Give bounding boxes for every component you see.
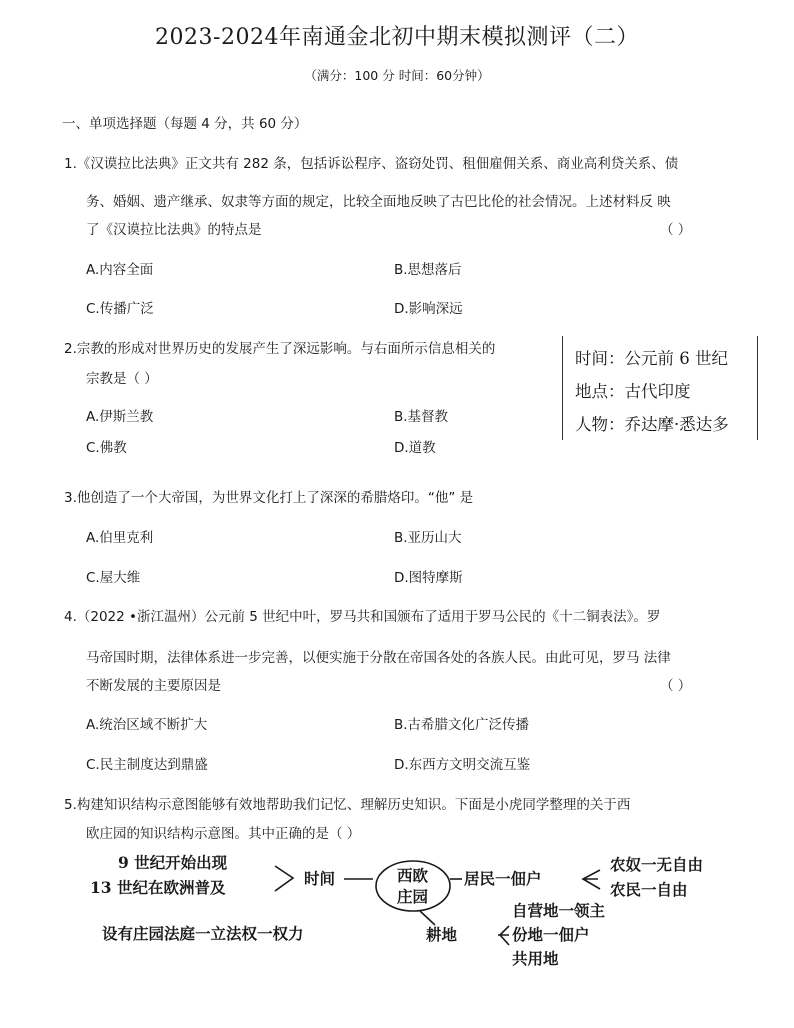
q1-stem-line1: 1.《汉谟拉比法典》正文共有 282 条，包括诉讼程序、盗窃处罚、租佃雇佣关系、商业高利贷关系、债 bbox=[64, 156, 679, 172]
bracket-residents bbox=[583, 870, 600, 889]
q5-stem-line2: 欧庄园的知识结构示意图。其中正确的是（ ） bbox=[86, 826, 361, 842]
info-place: 地点：古代印度 bbox=[575, 382, 691, 401]
q2-option-d: D.道教 bbox=[394, 440, 436, 456]
q2-info-box bbox=[562, 336, 758, 440]
q3-option-b: B.亚历山大 bbox=[394, 530, 462, 546]
q4-answer-blank: （ ） bbox=[660, 678, 692, 694]
q1-option-c: C.传播广泛 bbox=[86, 301, 154, 317]
q1-option-d: D.影响深远 bbox=[394, 301, 463, 317]
q3-option-a: A.伯里克利 bbox=[86, 530, 154, 546]
bracket-left bbox=[275, 866, 293, 891]
connector-land bbox=[420, 911, 435, 925]
q3-option-d: D.图特摩斯 bbox=[394, 570, 463, 586]
q2-option-c: C.佛教 bbox=[86, 440, 127, 456]
diagram-court: 设有庄园法庭一立法权一权力 bbox=[102, 924, 304, 943]
diagram-center-line1: 西欧 bbox=[397, 866, 429, 885]
info-time: 时间：公元前 6 世纪 bbox=[575, 349, 728, 368]
q1-option-b: B.思想落后 bbox=[394, 262, 462, 278]
exam-info: （满分：100 分 时间：60分钟） bbox=[304, 68, 490, 83]
diagram-center-line2: 庄园 bbox=[397, 887, 429, 906]
diagram-origin-text: 9 世纪开始出现 bbox=[118, 853, 228, 872]
q2-stem-line2: 宗教是（ ） bbox=[86, 371, 158, 387]
page-title: 2023-2024年南通金北初中期末模拟测评（二） bbox=[155, 25, 639, 50]
diagram-common: 共用地 bbox=[512, 949, 559, 968]
q2-option-a: A.伊斯兰教 bbox=[86, 409, 154, 425]
q2-option-b: B.基督教 bbox=[394, 409, 449, 425]
diagram-peasant: 农民一自由 bbox=[610, 880, 688, 899]
q5-stem-line1: 5.构建知识结构示意图能够有效地帮助我们记忆、理解历史知识。下面是小虎同学整理的关于西 bbox=[64, 797, 631, 813]
diagram-demesne: 自营地一领主 bbox=[512, 901, 606, 920]
q1-stem-line2: 务、婚姻、遗产继承、奴隶等方面的规定，比较全面地反映了古巴比伦的社会情况。上述材料反 映 bbox=[86, 194, 671, 210]
q4-option-b: B.古希腊文化广泛传播 bbox=[394, 717, 530, 733]
q4-option-a: A.统治区域不断扩大 bbox=[86, 717, 208, 733]
diagram-time-label: 时间 bbox=[304, 869, 336, 888]
diagram-holding: 份地一佃户 bbox=[512, 925, 590, 944]
diagram-spread-text: 13 世纪在欧洲普及 bbox=[90, 878, 226, 897]
q4-stem-line3: 不断发展的主要原因是 bbox=[86, 678, 221, 694]
diagram-residents: 居民一佃户 bbox=[464, 869, 542, 888]
q2-stem-line1: 2.宗教的形成对世界历史的发展产生了深远影响。与右面所示信息相关的 bbox=[64, 341, 496, 357]
section-heading: 一、单项选择题（每题 4 分，共 60 分） bbox=[62, 116, 308, 132]
q1-stem-line3: 了《汉谟拉比法典》的特点是 bbox=[86, 222, 262, 238]
manor-knowledge-diagram bbox=[80, 848, 760, 973]
info-person: 人物：乔达摩·悉达多 bbox=[575, 415, 729, 434]
q4-option-c: C.民主制度达到鼎盛 bbox=[86, 757, 208, 773]
q3-stem: 3.他创造了一个大帝国，为世界文化打上了深深的希腊烙印。“他” 是 bbox=[64, 490, 474, 506]
q3-option-c: C.屋大维 bbox=[86, 570, 141, 586]
bracket-land bbox=[498, 926, 509, 945]
q4-option-d: D.东西方文明交流互鉴 bbox=[394, 757, 531, 773]
diagram-serf: 农奴一无自由 bbox=[610, 855, 704, 874]
q1-answer-blank: （ ） bbox=[660, 222, 692, 238]
diagram-land: 耕地 bbox=[426, 925, 458, 944]
q1-option-a: A.内容全面 bbox=[86, 262, 154, 278]
q4-stem-line1: 4.（2022 •浙江温州）公元前 5 世纪中叶，罗马共和国颁布了适用于罗马公民的《十二铜表法》。罗 bbox=[64, 609, 661, 625]
q4-stem-line2: 马帝国时期，法律体系进一步完善，以便实施于分散在帝国各处的各族人民。由此可见，罗马 法律 bbox=[86, 650, 671, 666]
